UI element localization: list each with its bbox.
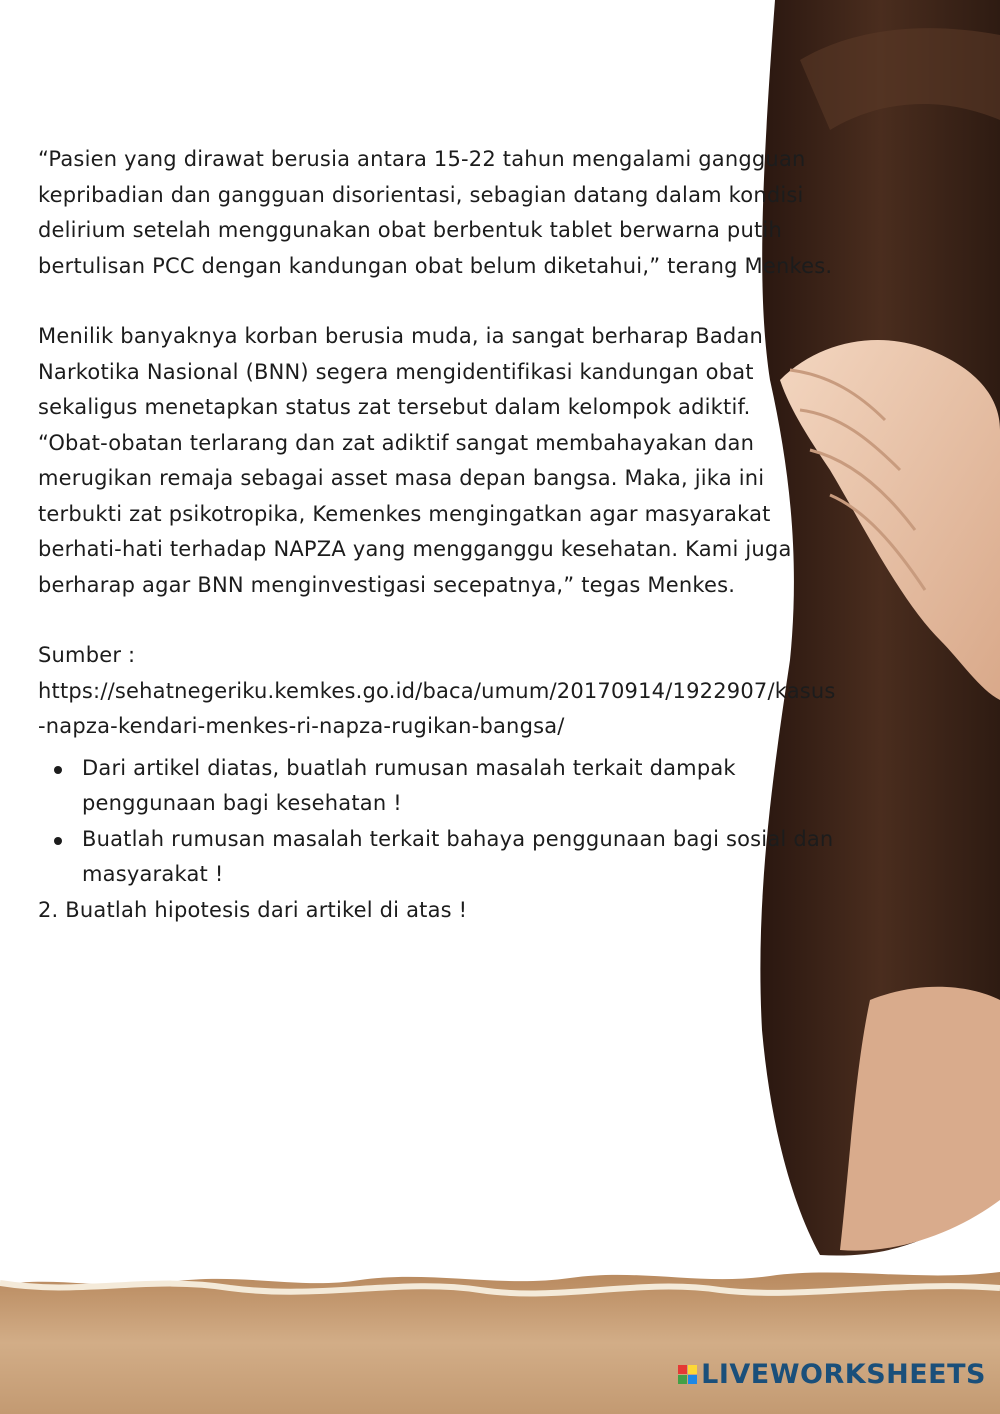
quote-paragraph: “Pasien yang dirawat berusia antara 15-22 tahun mengalami gangguan kepribadian dan gangguan disorientasi, sebagian datang dalam kondisi delirium setelah menggunakan obat berbentuk tablet berwarna putih bertulisan PCC dengan kandungan obat belum diketahui,” terang Menkes.: [38, 147, 833, 278]
task-item: [38, 822, 838, 893]
bullet-icon: [54, 837, 62, 845]
source-url: https://sehatnegeriku.kemkes.go.id/baca/umum/20170914/1922907/kasus-napza-kendari-menkes-ri-napza-rugikan-bangsa/: [38, 678, 836, 738]
task-text: Dari artikel diatas, buatlah rumusan masalah terkait dampak penggunaan bagi kesehatan !: [82, 755, 736, 815]
task-list: [38, 751, 838, 893]
task-text: Buatlah rumusan masalah terkait bahaya penggunaan bagi sosial dan masyarakat !: [82, 826, 834, 886]
task-item: [38, 751, 838, 822]
logo-blocks-icon: [678, 1365, 697, 1384]
liveworksheets-logo: [678, 1359, 986, 1390]
article-body: [38, 142, 838, 928]
source-label: Sumber :: [38, 643, 136, 667]
paragraph-menkes-quote: “Obat-obatan terlarang dan zat adiktif sangat membahayakan dan merugikan remaja sebagai asset masa depan bangsa. Maka, jika ini terbukti zat psikotropika, Kemenkes mengingatkan agar masyarakat berhati-hati terhadap NAPZA yang mengganggu kesehatan. Kami juga berharap agar BNN menginvestigasi secepatnya,” tegas Menkes.: [38, 430, 792, 597]
bullet-icon: [54, 766, 62, 774]
numbered-task: 2. Buatlah hipotesis dari artikel di atas !: [38, 897, 468, 922]
logo-text: LIVEWORKSHEETS: [701, 1359, 986, 1390]
paragraph-bnn: Menilik banyaknya korban berusia muda, ia sangat berharap Badan Narkotika Nasional (BNN) segera mengidentifikasi kandungan obat sekaligus menetapkan status zat tersebut dalam kelompok adiktif.: [38, 324, 764, 419]
